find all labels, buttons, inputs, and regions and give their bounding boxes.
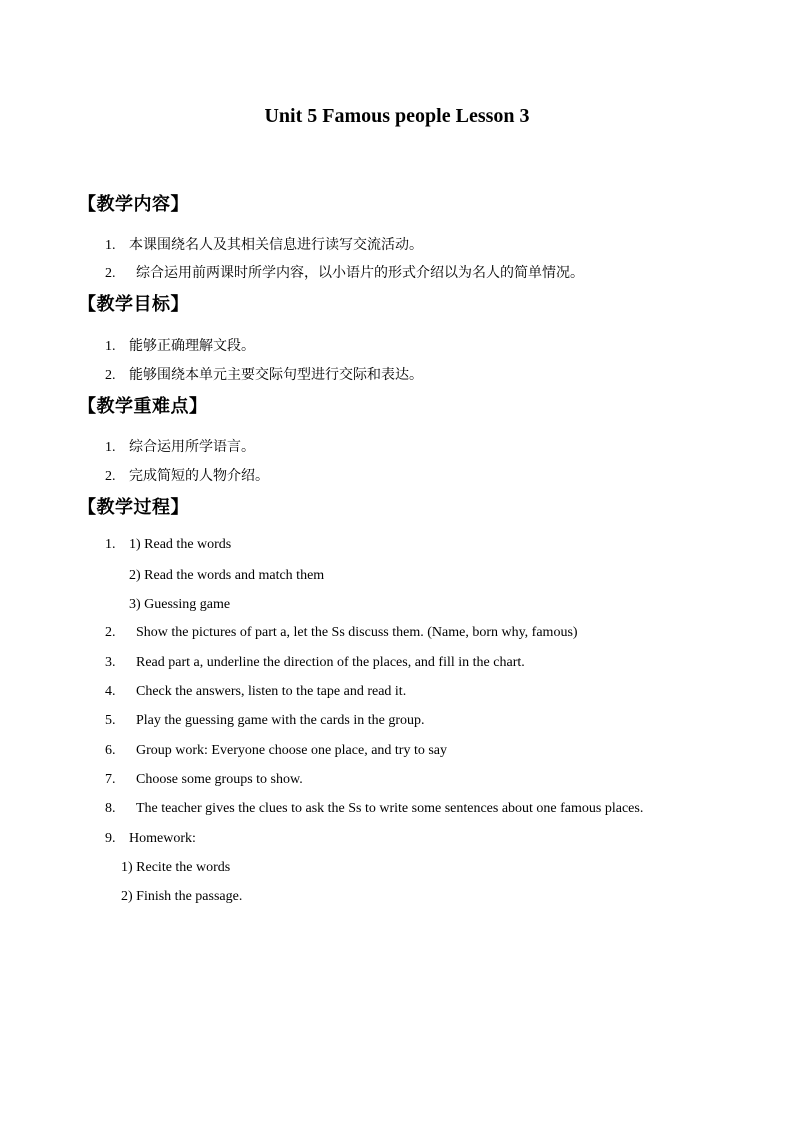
sub-item: 2) Read the words and match them [129, 568, 325, 583]
list-item: 7. Choose some groups to show. [105, 772, 303, 787]
list-item: 2. 完成简短的人物介绍。 [105, 468, 269, 484]
list-item: 1. 本课围绕名人及其相关信息进行读写交流活动。 [105, 237, 423, 253]
section-heading-objectives: 【教学目标】 [78, 294, 189, 315]
section-heading-key-points: 【教学重难点】 [78, 396, 208, 417]
list-item: 1. 1) Read the words [105, 537, 232, 552]
list-item: 8. The teacher gives the clues to ask the Ss to write some sentences about one famous places. [105, 801, 644, 816]
list-item: 1. 能够正确理解文段。 [105, 338, 255, 354]
list-item: 3. Read part a, underline the direction of the places, and fill in the chart. [105, 655, 525, 670]
list-item: 2. Show the pictures of part a, let the Ss discuss them. (Name, born why, famous) [105, 625, 578, 640]
section-heading-process: 【教学过程】 [78, 497, 189, 518]
list-item: 2. 综合运用前两课时所学内容，以小语片的形式介绍以为名人的简单情况。 [105, 265, 584, 281]
list-item: 1. 综合运用所学语言。 [105, 439, 255, 455]
list-item: 4. Check the answers, listen to the tape and read it. [105, 684, 407, 699]
sub-item: 2) Finish the passage. [121, 889, 243, 904]
document-title: Unit 5 Famous people Lesson 3 [264, 105, 530, 127]
sub-item: 1) Recite the words [121, 860, 231, 875]
list-item: 2. 能够围绕本单元主要交际句型进行交际和表达。 [105, 367, 423, 383]
list-item: 5. Play the guessing game with the cards in the group. [105, 713, 425, 728]
section-heading-content: 【教学内容】 [78, 194, 189, 215]
list-item: 6. Group work: Everyone choose one place, and try to say [105, 743, 448, 758]
list-item: 9. Homework: [105, 831, 196, 846]
sub-item: 3) Guessing game [129, 597, 231, 612]
